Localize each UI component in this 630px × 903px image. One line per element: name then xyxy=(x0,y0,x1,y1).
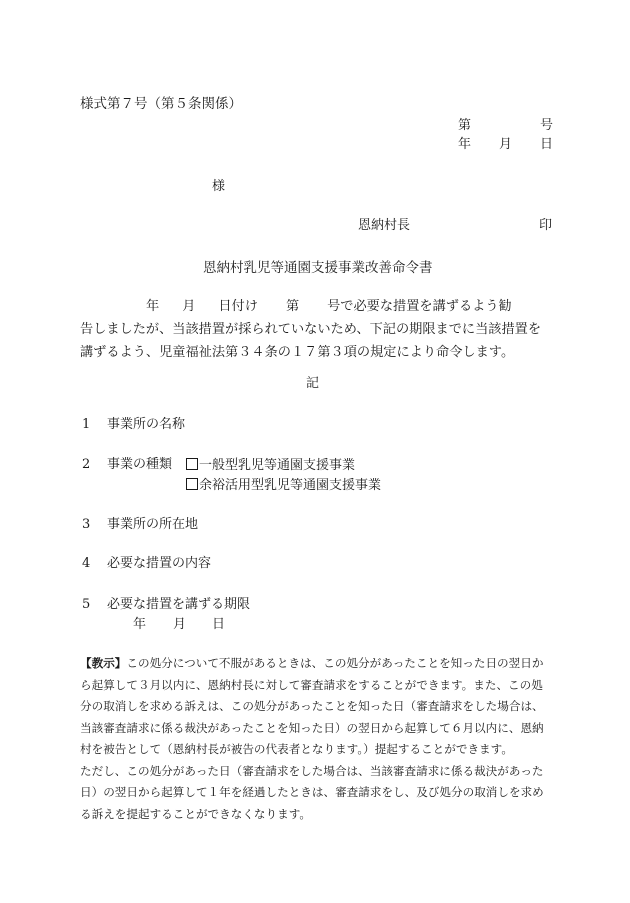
notice-line: ら起算して３月以内に、恩納村長に対して審査請求をすることができます。また、この処 xyxy=(80,677,543,692)
ki-heading: 記 xyxy=(306,376,320,391)
item-4-label: 必要な措置の内容 xyxy=(107,556,212,571)
item-1-label: 事業所の名称 xyxy=(107,417,186,432)
notice-line: る訴えを提起することができなくなります。 xyxy=(80,806,311,821)
item-2-option-2 xyxy=(186,478,381,492)
body-month: 月 xyxy=(182,299,196,314)
doc-number-prefix: 第 xyxy=(458,118,472,133)
notice-block xyxy=(80,653,553,825)
body-line-1 xyxy=(80,295,553,318)
item-2-option-1-label: 一般型乳児等通園支援事業 xyxy=(199,458,356,473)
item-5-day: 日 xyxy=(212,617,226,632)
checkbox-icon[interactable] xyxy=(186,478,198,490)
item-1-number: 1 xyxy=(82,417,91,432)
document-title: 恩納村乳児等通園支援事業改善命令書 xyxy=(203,260,433,276)
body-dated: 日付け xyxy=(218,299,258,314)
doc-date-year: 年 xyxy=(458,137,472,152)
notice-text: この処分について不服があるときは、この処分があったことを知った日の翌日か xyxy=(126,656,544,670)
item-5-month: 月 xyxy=(173,617,187,632)
item-2-number: 2 xyxy=(82,457,91,472)
notice-line: 当該審査請求に係る裁決があったことを知った日）の翌日から起算して６月以内に、恩納 xyxy=(80,720,544,735)
item-3-label: 事業所の所在地 xyxy=(107,517,199,532)
body-dai: 第 xyxy=(285,299,300,314)
body-line-2: 告しましたが、当該措置が採られていないため、下記の期限までに当該措置を xyxy=(80,322,542,337)
item-2-label: 事業の種類 xyxy=(107,457,173,472)
doc-date-month: 月 xyxy=(499,137,513,152)
notice-line: ただし、この処分があった日（審査請求をした場合は、当該審査請求に係る裁決があった xyxy=(80,763,544,778)
notice-line: 分の取消しを求める訴えは、この処分があったことを知った日（審査請求をした場合は、 xyxy=(80,699,544,713)
item-5-year: 年 xyxy=(133,617,147,632)
form-number: 様式第７号（第５条関係） xyxy=(80,96,242,112)
item-5-number: 5 xyxy=(82,597,91,612)
body-line-1-rest: 号で必要な措置を講ずるよう勧 xyxy=(327,299,512,314)
doc-date-day: 日 xyxy=(540,137,554,152)
notice-line: 日）の翌日から起算して１年を経過したときは、審査請求をし、及び処分の取消しを求め xyxy=(80,785,544,799)
doc-number-suffix: 号 xyxy=(540,118,554,133)
addressee-suffix: 様 xyxy=(212,179,226,194)
notice-line: 村を被告として（恩納村長が被告の代表者となります。）提起することができます。 xyxy=(80,742,513,756)
notice-heading: 【教示】 xyxy=(80,656,127,670)
item-2-option-2-label: 余裕活用型乳児等通園支援事業 xyxy=(199,478,382,493)
body-year: 年 xyxy=(146,299,160,314)
item-4-number: 4 xyxy=(82,556,91,571)
checkbox-icon[interactable] xyxy=(186,458,198,470)
body-paragraph xyxy=(80,295,553,364)
notice-line xyxy=(80,653,553,675)
item-5-label: 必要な措置を講ずる期限 xyxy=(107,597,251,612)
seal-mark: 印 xyxy=(539,218,553,233)
item-3-number: 3 xyxy=(82,517,91,532)
issuer-name: 恩納村長 xyxy=(358,218,411,233)
item-2-option-1 xyxy=(186,458,355,472)
body-line-3: 講ずるよう、児童福祉法第３４条の１７第３項の規定により命令します。 xyxy=(80,345,515,360)
